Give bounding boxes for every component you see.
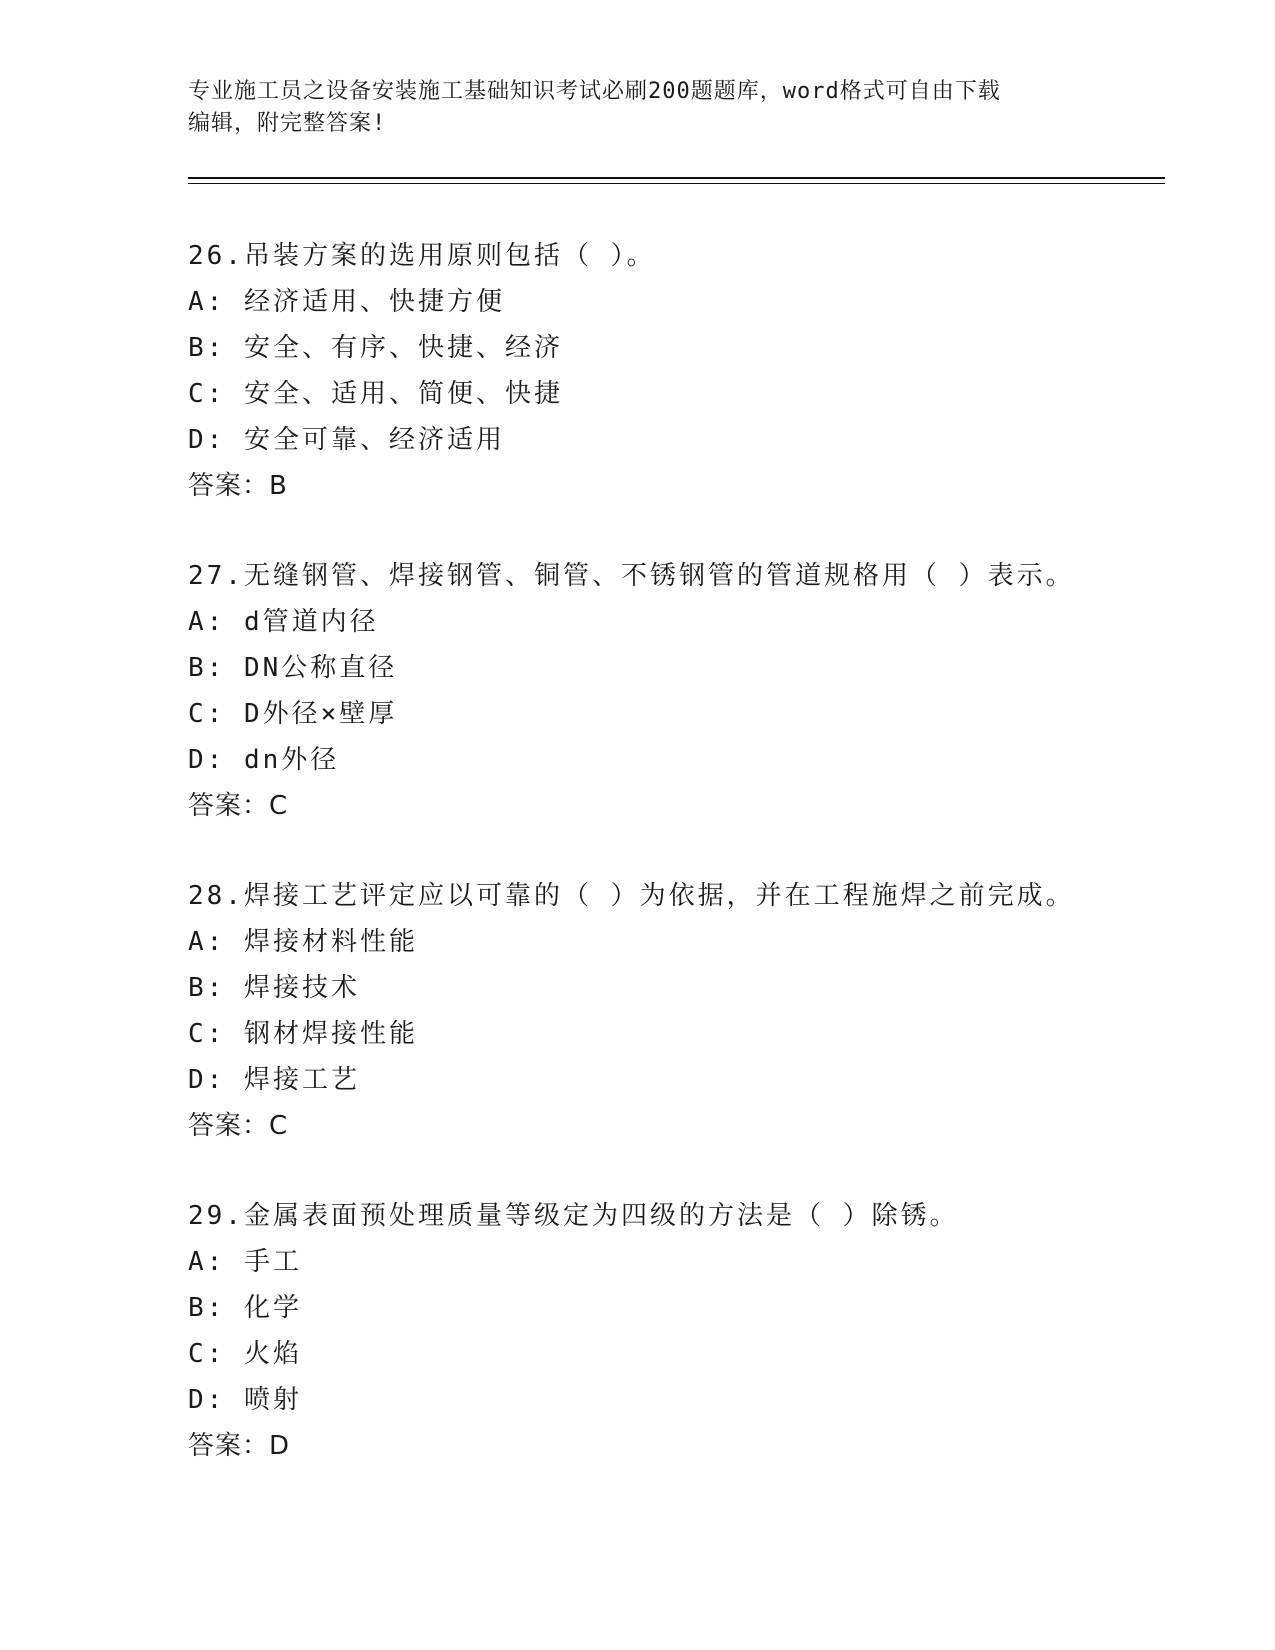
option-c: C: 钢材焊接性能 bbox=[188, 1019, 418, 1049]
option-a: A: 经济适用、快捷方便 bbox=[188, 287, 505, 317]
question-stem: 28.焊接工艺评定应以可靠的（ ）为依据，并在工程施焊之前完成。 bbox=[188, 881, 1075, 911]
option-d: D: 喷射 bbox=[188, 1385, 302, 1415]
header-line-1: 专业施工员之设备安装施工基础知识考试必刷200题题库，word格式可自由下载 bbox=[188, 79, 1001, 104]
option-c: C: D外径×壁厚 bbox=[188, 699, 398, 729]
header-line-2: 编辑，附完整答案! bbox=[188, 111, 387, 136]
question-26 bbox=[188, 233, 1165, 509]
option-b: B: 安全、有序、快捷、经济 bbox=[188, 333, 563, 363]
option-c: C: 火焰 bbox=[188, 1339, 302, 1369]
question-29 bbox=[188, 1193, 1165, 1469]
question-stem: 26.吊装方案的选用原则包括（ ）。 bbox=[188, 241, 656, 271]
option-d: D: 焊接工艺 bbox=[188, 1065, 360, 1095]
option-a: A: 手工 bbox=[188, 1247, 302, 1277]
option-b: B: DN公称直径 bbox=[188, 653, 398, 683]
answer-line: 答案：C bbox=[188, 791, 289, 821]
option-b: B: 焊接技术 bbox=[188, 973, 360, 1003]
option-d: D: 安全可靠、经济适用 bbox=[188, 425, 505, 455]
option-c: C: 安全、适用、简便、快捷 bbox=[188, 379, 563, 409]
answer-line: 答案：B bbox=[188, 471, 288, 501]
header-divider-thin bbox=[188, 183, 1165, 184]
option-d: D: dn外径 bbox=[188, 745, 340, 775]
answer-line: 答案：D bbox=[188, 1431, 291, 1461]
header-divider-thick bbox=[188, 177, 1165, 179]
question-27 bbox=[188, 553, 1165, 829]
question-list bbox=[188, 233, 1165, 1513]
answer-line: 答案：C bbox=[188, 1111, 289, 1141]
question-stem: 27.无缝钢管、焊接钢管、铜管、不锈钢管的管道规格用（ ）表示。 bbox=[188, 561, 1075, 591]
document-header bbox=[188, 76, 1088, 140]
option-b: B: 化学 bbox=[188, 1293, 302, 1323]
question-stem: 29.金属表面预处理质量等级定为四级的方法是（ ）除锈。 bbox=[188, 1201, 959, 1231]
question-28 bbox=[188, 873, 1165, 1149]
option-a: A: d管道内径 bbox=[188, 607, 379, 637]
option-a: A: 焊接材料性能 bbox=[188, 927, 418, 957]
